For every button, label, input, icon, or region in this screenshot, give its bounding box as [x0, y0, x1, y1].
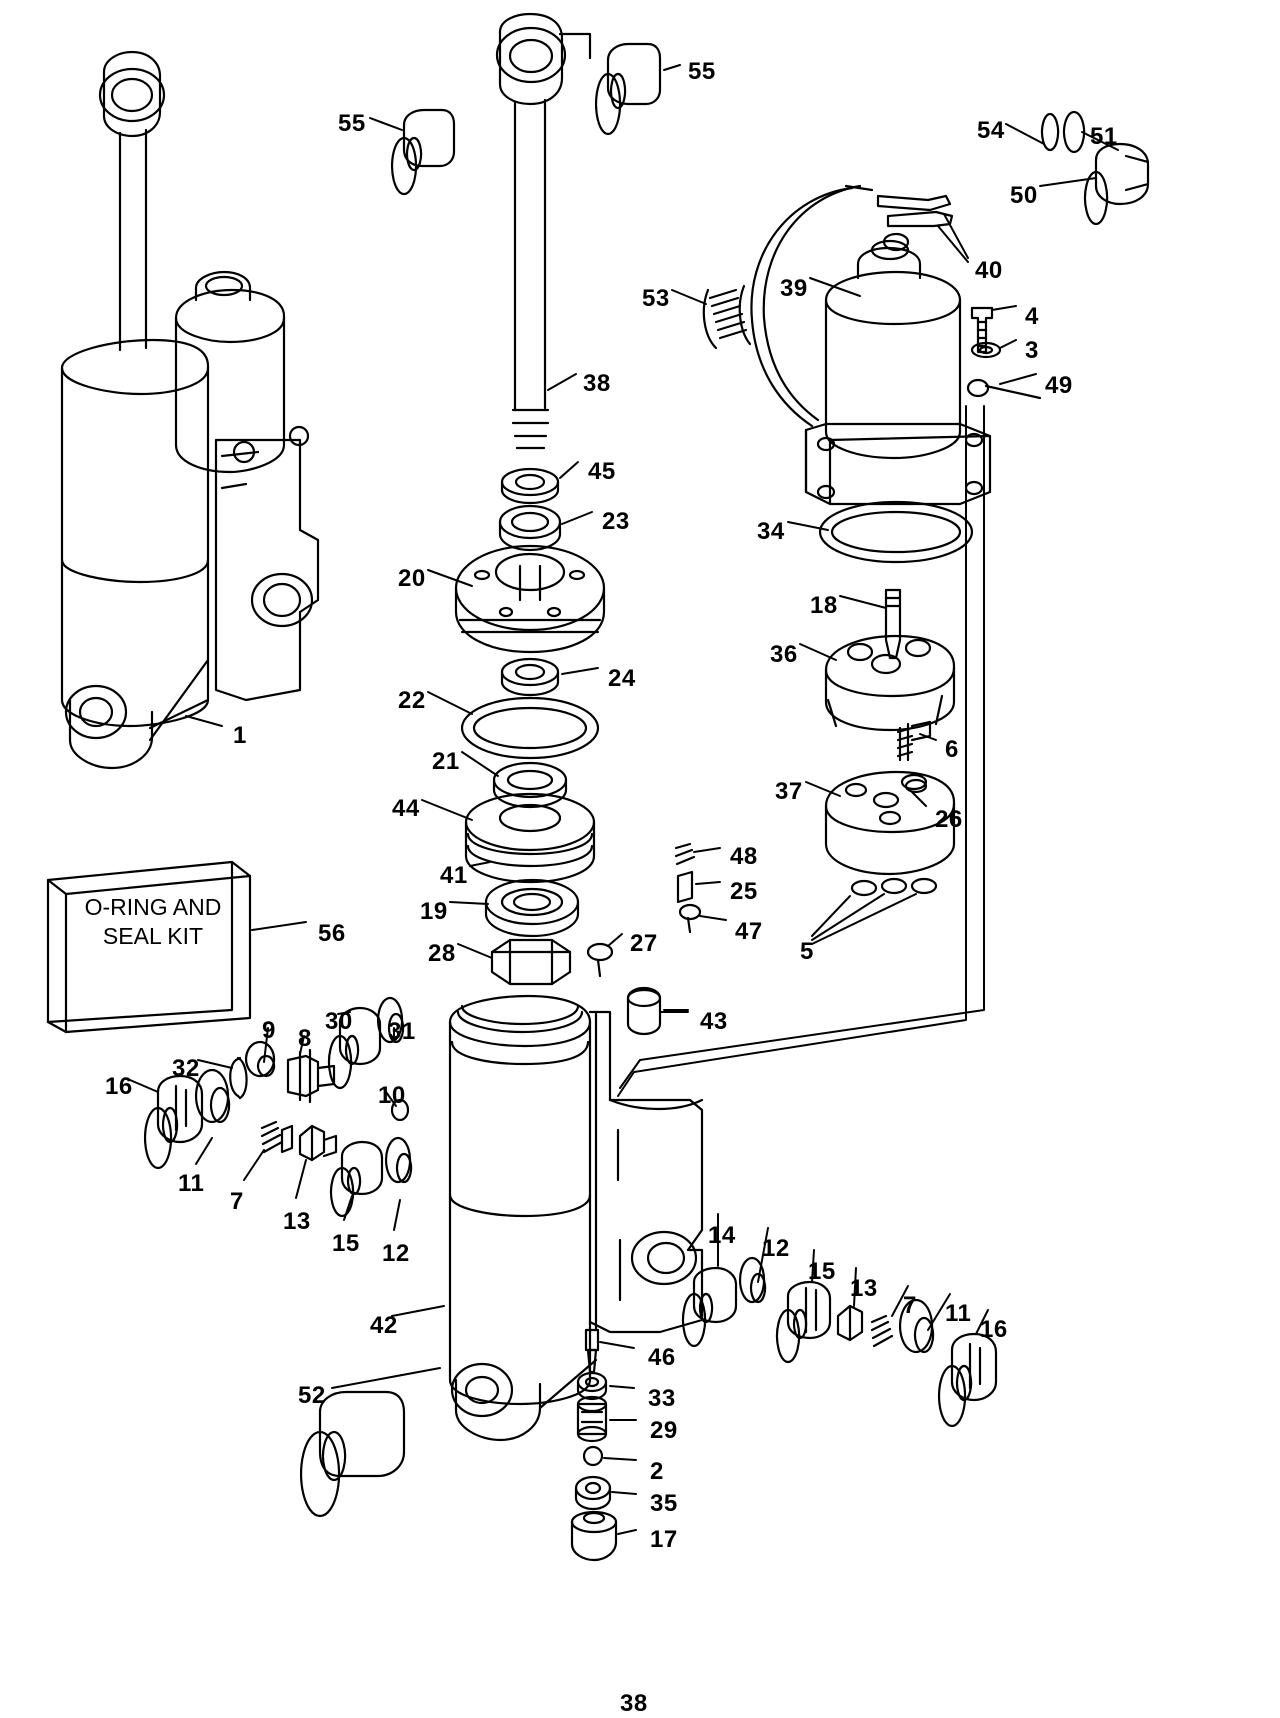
callout-48: 48: [730, 843, 758, 870]
callout-14: 14: [708, 1222, 736, 1249]
callout-16b: 16: [980, 1316, 1008, 1343]
callout-33: 33: [648, 1385, 676, 1412]
callout-38a: 38: [583, 370, 611, 397]
callout-44: 44: [392, 795, 420, 822]
callout-15a: 15: [332, 1230, 360, 1257]
callout-49: 49: [1045, 372, 1073, 399]
callout-11b: 11: [945, 1300, 972, 1327]
callout-10: 10: [378, 1082, 406, 1109]
assembled-trim-unit: [62, 52, 318, 768]
callout-6: 6: [945, 736, 959, 763]
callout-20: 20: [398, 565, 426, 592]
callout-4: 4: [1025, 303, 1039, 330]
callout-5: 5: [800, 938, 814, 965]
callout-17: 17: [650, 1526, 678, 1553]
callout-19: 19: [420, 898, 448, 925]
callout-7b: 7: [903, 1292, 917, 1319]
callout-18: 18: [810, 592, 838, 619]
callout-43: 43: [700, 1008, 728, 1035]
callout-36: 36: [770, 641, 798, 668]
callout-56: 56: [318, 920, 346, 947]
callout-16a: 16: [105, 1073, 133, 1100]
callout-55b: 55: [338, 110, 366, 137]
callout-13a: 13: [283, 1208, 311, 1235]
callout-9: 9: [262, 1017, 276, 1044]
lower-cylinder-body: [301, 988, 702, 1516]
callout-50: 50: [1010, 182, 1038, 209]
callout-29: 29: [650, 1417, 678, 1444]
piston-rod-stack: [392, 14, 660, 984]
callout-1: 1: [233, 722, 247, 749]
callout-3: 3: [1025, 337, 1039, 364]
callout-55a: 55: [688, 58, 716, 85]
callout-42: 42: [370, 1312, 398, 1339]
callout-13b: 13: [850, 1275, 878, 1302]
kit-box-line-2: SEAL KIT: [102, 922, 204, 949]
callout-27: 27: [630, 930, 658, 957]
callout-24: 24: [608, 665, 636, 692]
kit-box-label: [78, 893, 228, 951]
bottom-valve-stack: [572, 1330, 616, 1560]
callout-37: 37: [775, 778, 803, 805]
callout-34: 34: [757, 518, 785, 545]
callout-32: 32: [172, 1055, 200, 1082]
callout-25: 25: [730, 878, 758, 905]
callout-46: 46: [648, 1344, 676, 1371]
callout-26: 26: [935, 806, 963, 833]
bottom-reference-label: 38: [620, 1690, 648, 1717]
callout-12a: 12: [382, 1240, 410, 1267]
callout-7a: 7: [230, 1188, 244, 1215]
callout-21: 21: [432, 748, 460, 775]
callout-15b: 15: [808, 1258, 836, 1285]
callout-35: 35: [650, 1490, 678, 1517]
callout-53: 53: [642, 285, 670, 312]
callout-41: 41: [440, 862, 468, 889]
callout-40: 40: [975, 257, 1003, 284]
callout-47: 47: [735, 918, 763, 945]
kit-box-line-1: O-RING AND: [84, 894, 222, 920]
callout-12b: 12: [762, 1235, 790, 1262]
callout-54: 54: [977, 117, 1005, 144]
callout-8: 8: [298, 1025, 312, 1052]
callout-52: 52: [298, 1382, 326, 1409]
callout-23: 23: [602, 508, 630, 535]
callout-39: 39: [780, 275, 808, 302]
callout-30: 30: [325, 1008, 353, 1035]
electric-motor-assembly: [588, 112, 1148, 976]
callout-2: 2: [650, 1458, 664, 1485]
callout-31: 31: [388, 1018, 416, 1045]
callout-45: 45: [588, 458, 616, 485]
right-small-parts: [683, 1258, 996, 1426]
callout-22: 22: [398, 687, 426, 714]
callout-11a: 11: [178, 1170, 205, 1197]
callout-51: 51: [1090, 123, 1118, 150]
callout-28: 28: [428, 940, 456, 967]
